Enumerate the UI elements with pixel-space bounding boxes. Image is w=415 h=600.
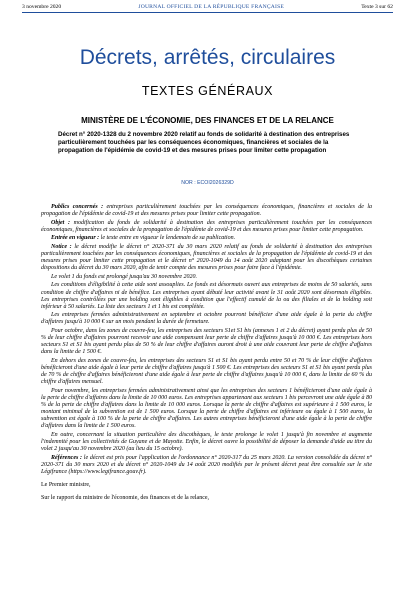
entree-label: Entrée en vigueur : bbox=[51, 235, 100, 242]
section-subtitle: TEXTES GÉNÉRAUX bbox=[141, 84, 274, 98]
nor-reference: NOR : ECOI2026329D bbox=[181, 180, 234, 186]
paragraph-references bbox=[41, 455, 372, 476]
paragraph-notice bbox=[41, 244, 372, 272]
decree-body bbox=[41, 204, 372, 502]
paragraph-hors-couvre-feu: En dehors des zones de couvre-feu, les entreprises des secteurs S1 et S1 bis ayant perdu entre 50 et 70 % de leur chiffre d'affaires bénéficieront d'une aide égale à leur perte de chiffre d'affaires jusqu'à 1 500 €. Les entreprises des secteurs S1 et S1 bis ayant perdu plus de 70 % de chiffre d'affaires bénéficieront d'une aide égale à leur perte de chiffre d'affaires jusqu'à 10 000 €, dans la limite de 60 % du chiffre d'affaires mensuel. bbox=[41, 357, 372, 386]
references-text: le décret est pris pour l'application de l'ordonnance n° 2020-317 du 25 mars 2020. La version consolidée du décret n° 2020-371 du 30 mars 2020 et du décret n° 2020-1049 du 14 août 2020 modifiés par le présent décret peut être consultée sur le site Légifrance (https://www.legifrance.gouv.fr). bbox=[41, 454, 373, 475]
paragraph-conditions: Les conditions d'éligibilité à cette aide sont assouplies. Le fonds est désormais ouvert aux entreprises de moins de 50 salariés, sans condition de chiffre d'affaires ni de bénéfice. Les entreprises ayant débuté leur activité avant le 31 août 2020 sont désormais éligibles. Les entreprises contrôlées par une holding sont éligibles à condition que l'effectif cumulé de la ou des filiales et de la holding soit inférieur à 50 salariés. La liste des secteurs 1 et 1 bis est complétée. bbox=[41, 282, 372, 310]
decree-title: Décret n° 2020-1328 du 2 novembre 2020 relatif au fonds de solidarité à destination des entreprises particulièrement touchées par les conséquences économiques, financières et sociales de la propagation de l'épidémie de covid-19 et des mesures prises pour limiter cette propagation bbox=[58, 131, 350, 154]
entree-text: le texte entre en vigueur le lendemain de sa publication. bbox=[100, 235, 236, 242]
header-date: 3 novembre 2020 bbox=[22, 4, 62, 10]
ministry-heading: MINISTÈRE DE L'ÉCONOMIE, DES FINANCES ET DE LA RELANCE bbox=[81, 116, 334, 125]
paragraph-entree bbox=[41, 235, 372, 242]
notice-text: le décret modifie le décret n° 2020-371 du 30 mars 2020 relatif au fonds de solidarité à destination des entreprises particulièrement touchées par les conséquences économiques, financières et sociales de la propagation de l'épidémie de covid-19 et des mesures prises pour limiter cette propagation et le décret n° 2020-1049 du 14 août 2020 adaptant pour les discothèques certaines dispositions du décret du 30 mars 2020, afin de tenir compte des mesures prises pour faire face à l'épidémie. bbox=[41, 243, 373, 272]
paragraph-objet bbox=[41, 220, 372, 234]
section-title: Décrets, arrêtés, circulaires bbox=[79, 46, 336, 69]
references-label: Références : bbox=[51, 454, 83, 461]
publics-text: entreprises particulièrement touchées par les conséquences économiques, financières et sociales de la propagation de l'épidémie de covid-19 et des mesures prises pour limiter cette propagation. bbox=[41, 204, 373, 218]
header-text-reference: Texte 3 sur 62 bbox=[361, 4, 393, 10]
objet-text: modification du fonds de solidarité à destination des entreprises particulièrement touchées par les conséquences économiques, financières et sociales de la propagation de l'épidémie de covid-19 et des mesures prises pour limiter cette propagation. bbox=[41, 219, 372, 233]
paragraph-novembre: Pour novembre, les entreprises fermées administrativement ainsi que les entreprises des secteurs 1 bénéficieront d'une aide égale à la perte de chiffre d'affaires dans la limite de 10 000 euros. Les entreprises appartenant aux secteurs 1 bis percevront une aide égale à 80 % de la perte de chiffre d'affaires dans la limite de 10 000 euros. Lorsque la perte de chiffre d'affaires est supérieure à 1 500 euros, le montant minimal de la subvention est de 1 500 euros. Lorsque la perte de chiffre d'affaires est inférieure ou égale à 1 500 euros, la subvention est égale à 100 % de la perte de chiffre d'affaires. Les autres entreprises bénéficieront d'une aide égale à la perte de chiffre d'affaires dans la limite de 1 500 euros. bbox=[41, 387, 372, 430]
header-rule bbox=[22, 12, 393, 13]
notice-label: Notice : bbox=[51, 243, 72, 250]
objet-label: Objet : bbox=[51, 219, 70, 226]
paragraph-outre: En outre, concernant la situation particulière des discothèques, le texte prolonge le volet 1 jusqu'à fin novembre et augmente l'indemnité pour les collectivités de Guyane et de Mayotte. Enfin, le décret ouvre la possibilité de déposer la demande d'aide au titre du volet 2 jusqu'au 30 novembre 2020 (au lieu du 15 octobre). bbox=[41, 431, 372, 452]
publics-label: Publics concernés : bbox=[51, 204, 104, 210]
paragraph-octobre: Pour octobre, dans les zones de couvre-feu, les entreprises des secteurs S1et S1 bis (annexes 1 et 2 du décret) ayant perdu plus de 50 % de leur chiffre d'affaires pourront recevoir une aide compensant leur perte de chiffre d'affaires jusqu'à 10 000 €. Les entreprises hors secteurs S1 et S1 bis ayant perdu plus de 50 % de leur chiffre d'affaires auront droit à une aide couvrant leur perte de chiffre d'affaires dans la limite de 1 500 €. bbox=[41, 328, 372, 356]
premier-ministre-line: Le Premier ministre, bbox=[41, 481, 91, 488]
paragraph-fermees: Les entreprises fermées administrativement en septembre et octobre pourront bénéficier d'une aide égale à la perte du chiffre d'affaires jusqu'à 10 000 € sur un mois pendant la durée de fermeture. bbox=[41, 312, 372, 326]
header-journal-name: JOURNAL OFFICIEL DE LA RÉPUBLIQUE FRANÇAISE bbox=[138, 4, 285, 10]
paragraph-publics bbox=[41, 204, 372, 218]
rapport-line: Sur le rapport du ministre de l'économie, des finances et de la relance, bbox=[41, 494, 210, 501]
paragraph-volet: Le volet 1 du fonds est prolongé jusqu'au 30 novembre 2020. bbox=[51, 273, 197, 280]
page-header bbox=[22, 2, 393, 12]
